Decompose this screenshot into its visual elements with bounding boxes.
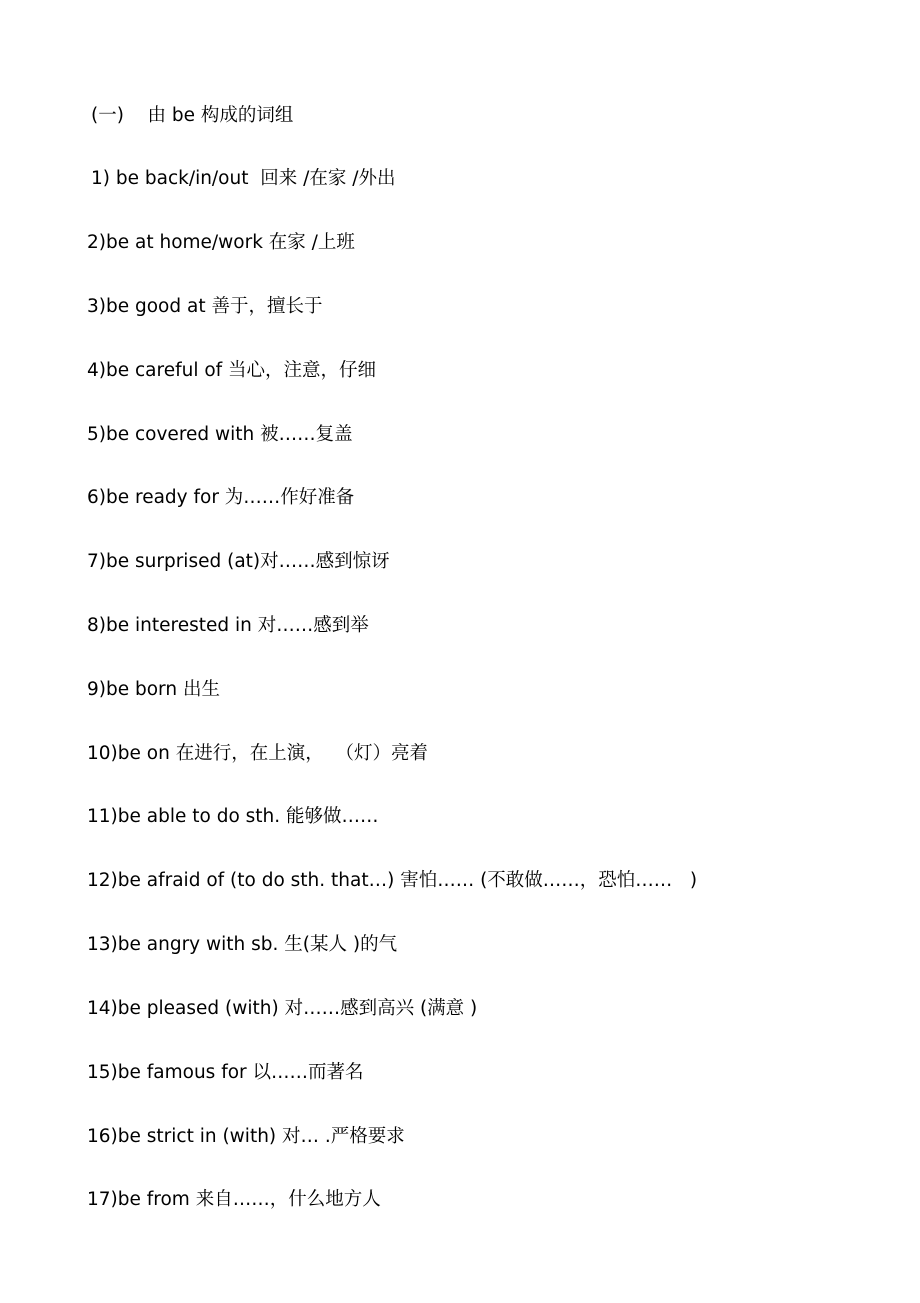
list-item: 1) be back/in/out 回来 /在家 /外出 [91,168,396,189]
list-item: 7)be surprised (at)对……感到惊讶 [87,551,390,572]
list-item: 6)be ready for 为……作好准备 [87,487,355,508]
list-item: 9)be born 出生 [87,679,220,700]
list-item: 11)be able to do sth. 能够做…… [87,806,379,827]
list-item: 5)be covered with 被……复盖 [87,424,353,445]
list-item: 16)be strict in (with) 对… .严格要求 [87,1126,405,1147]
list-item: 15)be famous for 以……而著名 [87,1062,364,1083]
list-item: 17)be from 来自……，什么地方人 [87,1189,381,1210]
list-item: 3)be good at 善于，擅长于 [87,296,323,317]
list-item: 4)be careful of 当心，注意，仔细 [87,360,377,381]
list-item: 13)be angry with sb. 生(某人 )的气 [87,934,398,955]
list-item: 14)be pleased (with) 对……感到高兴 (满意 ) [87,998,478,1019]
list-item: 8)be interested in 对……感到举 [87,615,369,636]
list-item: 10)be on 在进行，在上演， （灯）亮着 [87,743,428,764]
list-item: 2)be at home/work 在家 /上班 [87,232,355,253]
section-heading: (一) 由 be 构成的词组 [91,105,294,126]
list-item: 12)be afraid of (to do sth. that…) 害怕…… (不敢做……，恐怕…… ) [87,870,698,891]
